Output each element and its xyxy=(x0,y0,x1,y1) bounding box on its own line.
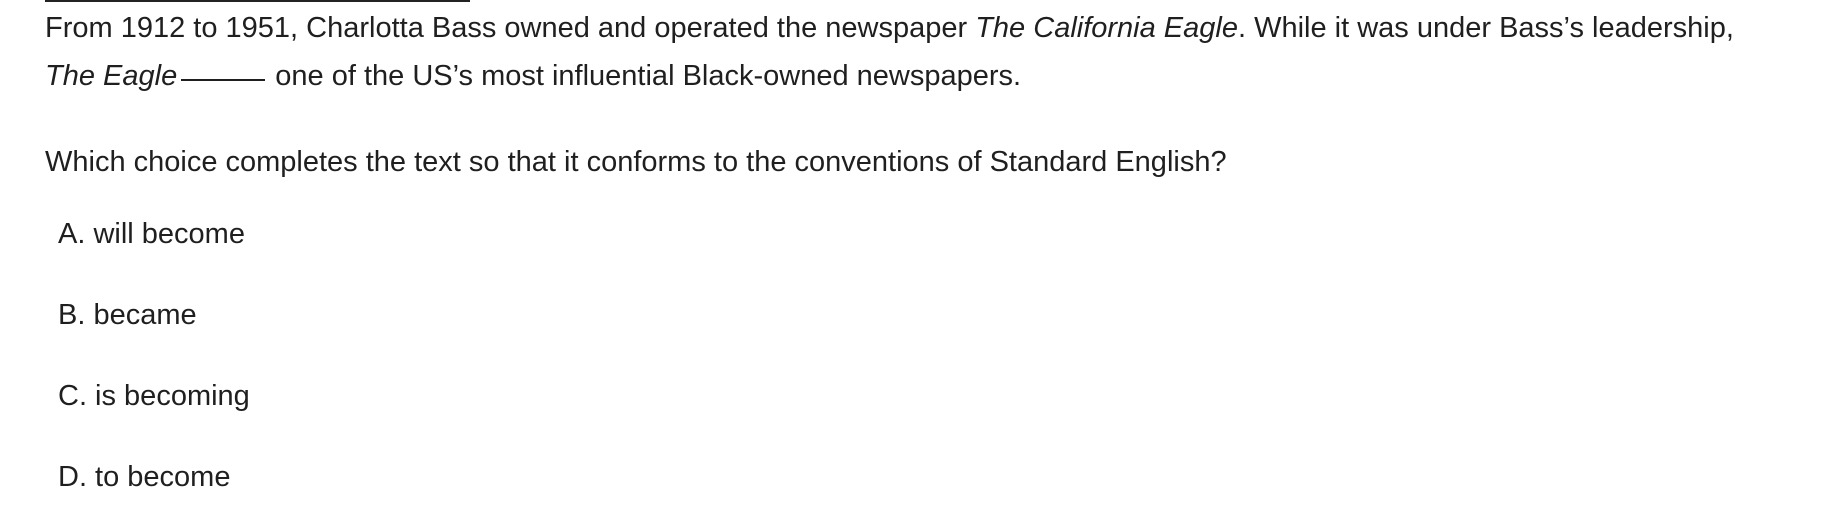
choice-b[interactable]: B. became xyxy=(58,299,197,331)
choice-a[interactable]: A. will become xyxy=(58,218,245,250)
newspaper-short-title: The Eagle xyxy=(45,60,178,92)
choice-d[interactable]: D. to become xyxy=(58,461,231,493)
question-prompt: Which choice completes the text so that it conforms to the conventions of Standard English? xyxy=(45,146,1227,178)
choice-c[interactable]: C. is becoming xyxy=(58,380,250,412)
passage-part-3: one of the US’s most influential Black-owned newspapers. xyxy=(267,60,1022,92)
passage-part-2: . While it was under Bass’s leadership, xyxy=(1237,12,1734,44)
top-divider xyxy=(45,0,470,2)
passage-part-1: From 1912 to 1951, Charlotta Bass owned and operated the newspaper xyxy=(45,12,976,44)
answer-choices xyxy=(58,210,250,501)
newspaper-title: The California Eagle xyxy=(975,12,1238,44)
passage-text xyxy=(45,4,1785,100)
